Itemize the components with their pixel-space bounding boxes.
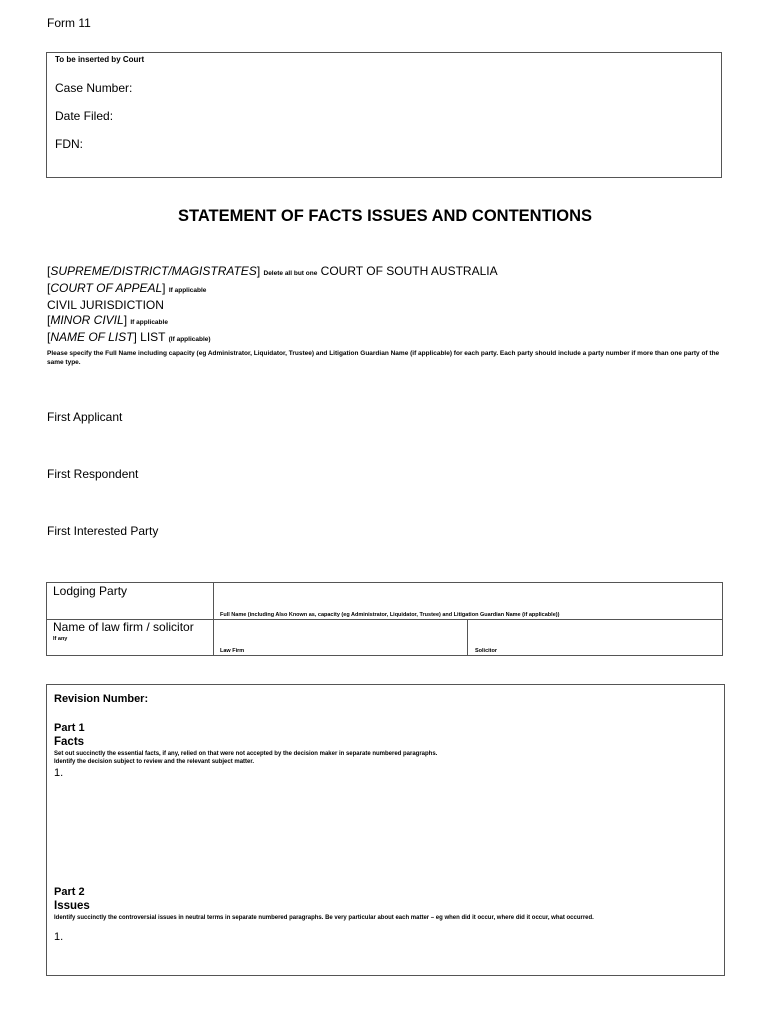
part1-heading: Part 1	[54, 722, 85, 734]
bracket-close: ]	[133, 329, 137, 344]
part2-heading: Part 2	[54, 886, 85, 898]
party-instructions: Please specify the Full Name including capacity (eg Administrator, Liquidator, Trustee) and Litigation Guardian Name (if applicable) for each party. Each party should include a party number if more than one party of the same type.	[47, 350, 720, 366]
court-line-5	[47, 330, 498, 347]
part1-title: Facts	[54, 736, 85, 748]
court-line-4	[47, 313, 498, 330]
part2-paragraph-number: 1.	[54, 931, 64, 943]
court-line-note: If applicable	[168, 287, 207, 295]
revision-box	[46, 684, 725, 976]
column-divider	[467, 619, 468, 655]
part1-instruction-1: Set out succinctly the essential facts, if any, relied on that were not accepted by the decision maker in separate numbered paragraphs.	[54, 751, 438, 757]
minor-civil: MINOR CIVIL	[50, 312, 124, 327]
bracket-close: ]	[256, 264, 261, 278]
case-number-field: Case Number:	[55, 81, 133, 95]
part2-title: Issues	[54, 900, 90, 912]
bracket-open: [	[47, 264, 51, 278]
form-number: Form 11	[47, 16, 91, 30]
court-heading-block	[47, 264, 498, 347]
revision-number-label: Revision Number:	[54, 693, 149, 705]
list-word: LIST	[140, 329, 166, 344]
court-line-2	[47, 281, 498, 298]
court-of-appeal: COURT OF APPEAL	[50, 281, 163, 296]
law-firm-solicitor-label: Name of law firm / solicitor	[53, 620, 194, 634]
first-interested-party-label: First Interested Party	[47, 524, 159, 538]
part1-instruction-2: Identify the decision subject to review and the relevant subject matter.	[54, 759, 255, 765]
court-box-header: To be inserted by Court	[55, 55, 145, 64]
bracket-close: ]	[162, 281, 166, 296]
court-use-box	[46, 52, 722, 178]
court-line-3: CIVIL JURISDICTION	[47, 298, 164, 313]
document-title: STATEMENT OF FACTS ISSUES AND CONTENTIONS	[177, 207, 593, 225]
bracket-close: ]	[123, 312, 128, 327]
bracket-open: [	[47, 281, 51, 296]
bracket-open: [	[47, 329, 51, 344]
solicitor-hint: Solicitor	[475, 648, 498, 654]
bracket-open: [	[47, 312, 51, 327]
date-filed-field: Date Filed:	[55, 109, 114, 123]
court-line-note: If applicable	[130, 318, 168, 326]
court-line-note: Delete all but one	[263, 270, 318, 277]
lodging-party-table	[46, 582, 723, 656]
lodging-party-label: Lodging Party	[53, 584, 128, 598]
fdn-field: FDN:	[55, 137, 83, 151]
court-name: COURT OF SOUTH AUSTRALIA	[320, 264, 498, 278]
court-options: SUPREME/DISTRICT/MAGISTRATES	[50, 264, 257, 278]
court-line-1	[47, 264, 498, 281]
part1-paragraph-number: 1.	[54, 767, 64, 779]
name-of-list: NAME OF LIST	[50, 329, 134, 344]
part2-instruction: Identify succinctly the controversial issues in neutral terms in separate numbered paragraphs. Be very particular about each matter – eg when did it occur, where did it occur, what occurred.	[54, 915, 594, 921]
law-firm-hint: Law Firm	[220, 648, 245, 654]
court-line-note: (If applicable)	[168, 335, 211, 343]
first-respondent-label: First Respondent	[47, 467, 139, 481]
if-any-note: If any	[53, 636, 68, 642]
first-applicant-label: First Applicant	[47, 410, 123, 424]
full-name-hint: Full Name (including Also Known as, capacity (eg Administrator, Liquidator, Trustee) and Litigation Guardian Name (if applicable))	[220, 612, 560, 618]
